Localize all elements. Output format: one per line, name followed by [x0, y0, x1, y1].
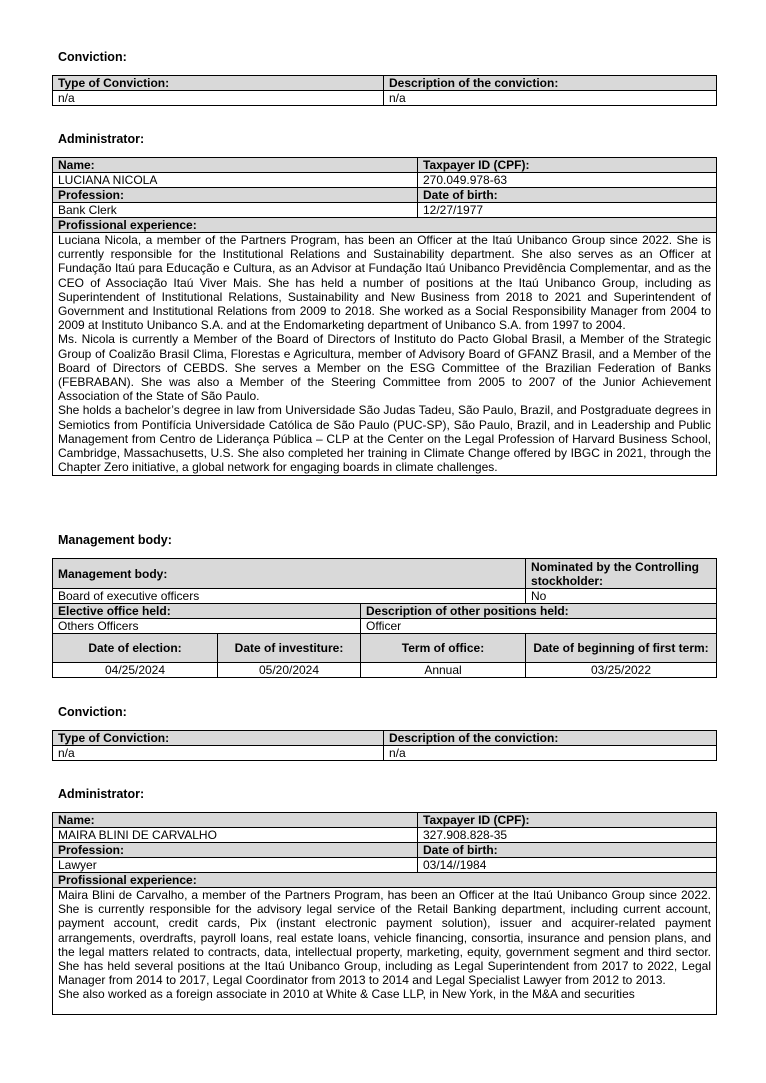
- other-positions-label: Description of other positions held:: [361, 604, 717, 619]
- nominated-by-controlling-label: Nominated by the Controlling stockholder:: [526, 559, 717, 589]
- conviction-heading: Conviction:: [58, 705, 127, 719]
- name-value: LUCIANA NICOLA: [53, 173, 418, 188]
- type-of-conviction-label: Type of Conviction:: [53, 731, 384, 746]
- management-body-label: Management body:: [53, 559, 526, 589]
- cpf-value: 270.049.978-63: [418, 173, 717, 188]
- management-body-value: Board of executive officers: [53, 589, 526, 604]
- professional-experience-text: [53, 888, 717, 1015]
- management-body-table: [52, 558, 717, 678]
- name-value: MAIRA BLINI DE CARVALHO: [53, 828, 418, 843]
- date-of-election-label: Date of election:: [53, 634, 218, 663]
- description-of-conviction-label: Description of the conviction:: [384, 76, 717, 91]
- date-of-investiture-label: Date of investiture:: [218, 634, 361, 663]
- profession-value: Bank Clerk: [53, 203, 418, 218]
- type-of-conviction-value: n/a: [53, 91, 384, 106]
- cpf-value: 327.908.828-35: [418, 828, 717, 843]
- description-of-conviction-label: Description of the conviction:: [384, 731, 717, 746]
- type-of-conviction-label: Type of Conviction:: [53, 76, 384, 91]
- date-of-birth-label: Date of birth:: [418, 843, 717, 858]
- type-of-conviction-value: n/a: [53, 746, 384, 761]
- conviction-table: [52, 730, 717, 761]
- date-of-birth-value: 12/27/1977: [418, 203, 717, 218]
- experience-paragraph: Ms. Nicola is currently a Member of the Board of Directors of Instituto do Pacto Global Brasil, a Member of the Strategic Group of Coalizão Brasil Clima, Florestas e Agricultura, member of Advisory Board of GFANZ Brasil, and a Member of the Board of Directors of CEBDS. She serves a Member on the ESG Committee of the Brazilian Federation of Banks (FEBRABAN). She was also a Member of the Steering Committee from 2005 to 2007 of the Junior Achievement Association of the State of São Paulo.: [58, 332, 711, 404]
- conviction-heading: Conviction:: [58, 50, 127, 64]
- term-of-office-label: Term of office:: [361, 634, 526, 663]
- experience-paragraph: She holds a bachelor’s degree in law from Universidade São Judas Tadeu, São Paulo, Brazil, and Postgraduate degrees in Semiotics from Pontifícia Universidade Católica de São Paulo (PUC-SP), São Paulo, Brazil, and in Leadership and Public Management from Centro de Liderança Pública – CLP at the Center on the Legal Profession of Harvard Business School, Cambridge, Massachusetts, U.S. She also completed her training in Climate Change offered by IBGC in 2021, through the Chapter Zero initiative, a global network for engaging boards in climate challenges.: [58, 403, 711, 475]
- profession-value: Lawyer: [53, 858, 418, 873]
- administrator-heading: Administrator:: [58, 132, 145, 146]
- experience-paragraph: Maira Blini de Carvalho, a member of the Partners Program, has been an Officer at the Itaú Unibanco Group since 2022. She is currently responsible for the advisory legal service of the Retail Banking department, including current account, payment account, credit cards, Pix (instant electronic payment solution), issuer and acquirer-related payment arrangements, overdrafts, payroll loans, real estate loans, vehicle financing, consortia, insurance and pension plans, and the legal matters related to contracts, data, intellectual property, marketing, equity, government segment and third sector. She has held several positions at the Itaú Unibanco Group, including as Legal Superintendent from 2017 to 2022, Legal Manager from 2014 to 2017, Legal Coordinator from 2013 to 2014 and Legal Specialist Lawyer from 2012 to 2013.: [58, 888, 711, 988]
- conviction-table: [52, 75, 717, 106]
- experience-paragraph: Luciana Nicola, a member of the Partners Program, has been an Officer at the Itaú Unibanco Group since 2022. She is currently responsible for the Institutional Relations and Sustainability department. She also serves as an Officer at Fundação Itaú para Educação e Cultura, as an Advisor at Fundação Itaú Unibanco Previdência Complementar, and as the CEO of Associação Itaú Viver Mais. She has held a number of positions at the Itaú Unibanco Group, including as Superintendent of Institutional Relations, Sustainability and New Business from 2018 to 2021 and Superintendent of Government and Institutional Relations from 2009 to 2018. She worked as a Social Responsibility Manager from 2004 to 2009 at Instituto Unibanco S.A. and at the Endomarketing department of Unibanco S.A. from 1997 to 2004.: [58, 233, 711, 333]
- elective-office-value: Others Officers: [53, 619, 361, 634]
- administrator-table: [52, 812, 717, 1015]
- first-term-date-value: 03/25/2022: [526, 663, 717, 678]
- cpf-label: Taxpayer ID (CPF):: [418, 158, 717, 173]
- profession-label: Profession:: [53, 188, 418, 203]
- professional-experience-label: Profissional experience:: [53, 218, 717, 233]
- nominated-value: No: [526, 589, 717, 604]
- date-of-election-value: 04/25/2024: [53, 663, 218, 678]
- first-term-date-label: Date of beginning of first term:: [526, 634, 717, 663]
- description-of-conviction-value: n/a: [384, 746, 717, 761]
- name-label: Name:: [53, 158, 418, 173]
- experience-paragraph: She also worked as a foreign associate in 2010 at White & Case LLP, in New York, in the M&A and securities: [58, 987, 635, 1002]
- other-positions-value: Officer: [361, 619, 717, 634]
- professional-experience-label: Profissional experience:: [53, 873, 717, 888]
- date-of-birth-label: Date of birth:: [418, 188, 717, 203]
- management-body-heading: Management body:: [58, 533, 172, 547]
- date-of-birth-value: 03/14//1984: [418, 858, 717, 873]
- administrator-table: [52, 157, 717, 476]
- date-of-investiture-value: 05/20/2024: [218, 663, 361, 678]
- administrator-heading: Administrator:: [58, 787, 145, 801]
- term-of-office-value: Annual: [361, 663, 526, 678]
- elective-office-label: Elective office held:: [53, 604, 361, 619]
- cpf-label: Taxpayer ID (CPF):: [418, 813, 717, 828]
- name-label: Name:: [53, 813, 418, 828]
- professional-experience-text: [53, 233, 717, 476]
- description-of-conviction-value: n/a: [384, 91, 717, 106]
- profession-label: Profession:: [53, 843, 418, 858]
